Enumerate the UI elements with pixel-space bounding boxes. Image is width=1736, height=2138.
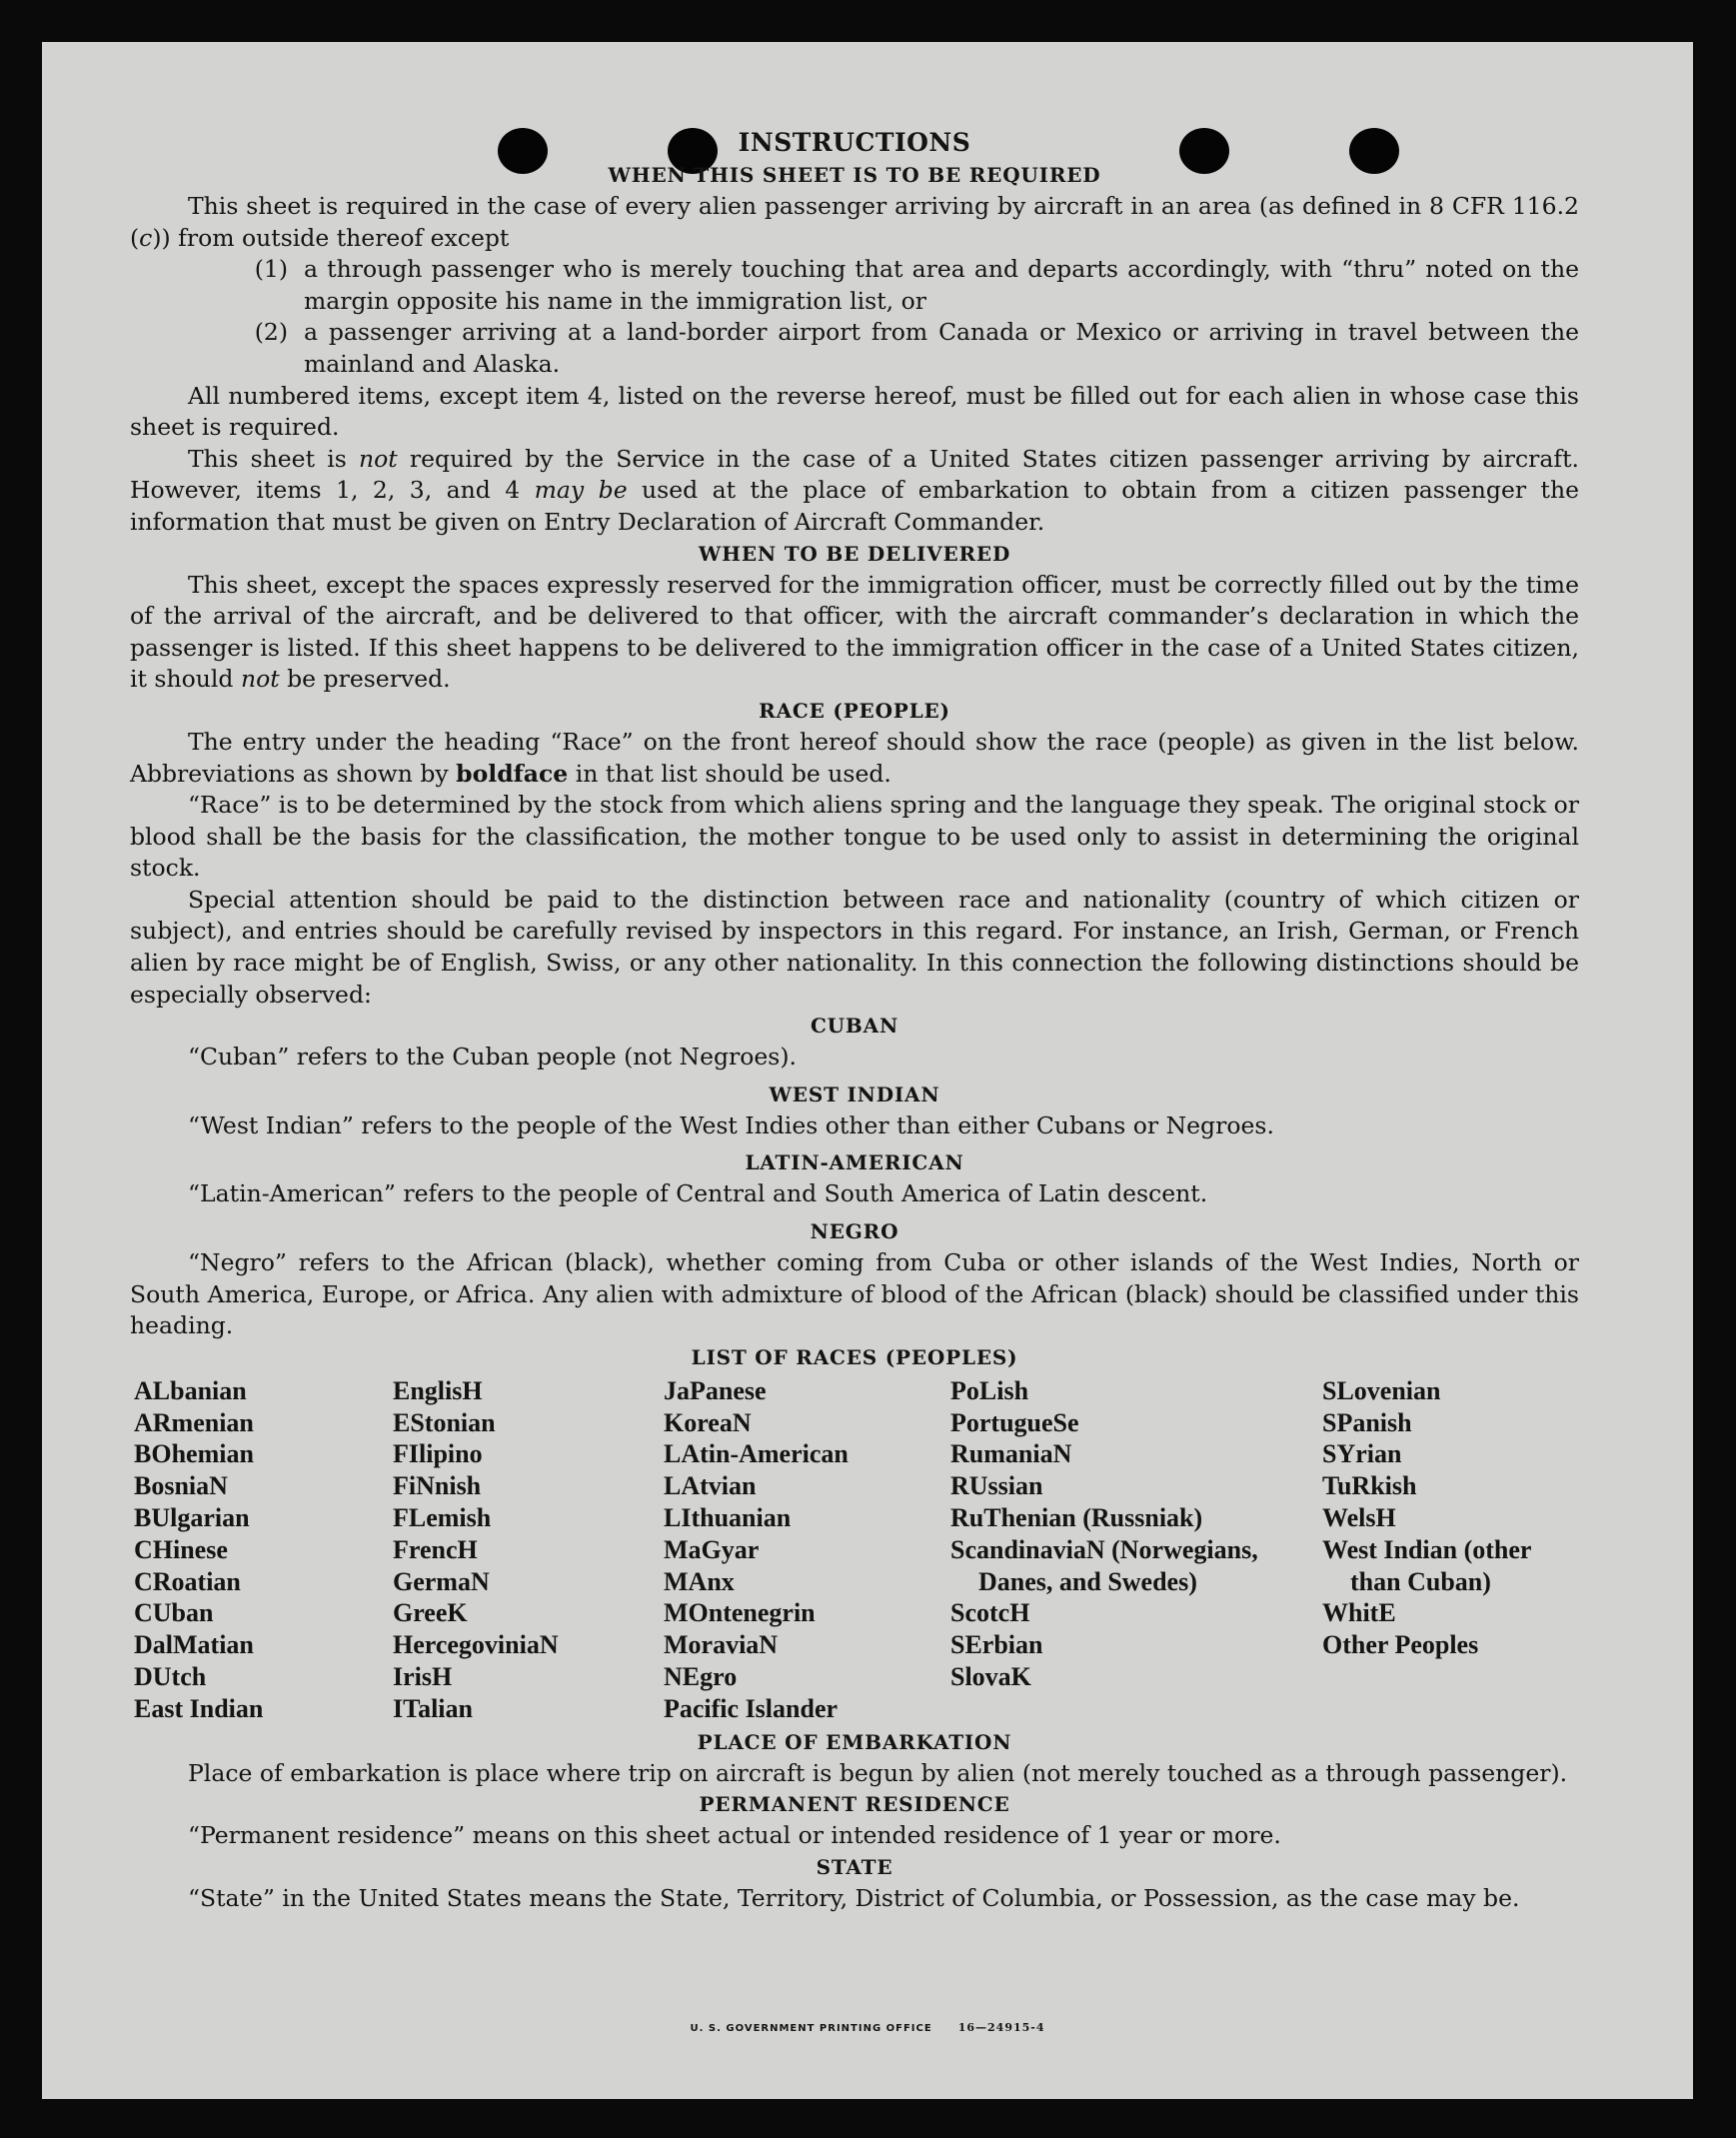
races-list [134,1375,1579,1725]
paragraph: “Cuban” refers to the Cuban people (not Negroes). [188,1043,798,1071]
paragraph: Special attention should be paid to the distinction between race and nationality (country of which citizen or subject), and entries should be carefully revised by inspectors in this regard. For instance, an Irish, German, or French alien by race might be of English, Swiss, or any other nationality. In this connection the following distinctions should be especially observed: [130,885,1579,1009]
races-column [664,1375,950,1725]
text: The entry under the heading “Race” on the front hereof should show the race (people) as given in the list below. Abbreviations as shown by [130,727,1579,788]
race-item: West Indian (other than Cuban) [1322,1534,1531,1596]
list-item [130,254,1579,317]
race-item: CHinese [134,1534,228,1564]
race-item: WhitE [1322,1598,1396,1628]
race-item: ARmenian [134,1407,254,1437]
races-column [393,1375,664,1725]
paragraph: Place of embarkation is place where trip on aircraft is begun by alien (not merely touched as a through passenger). [188,1758,1568,1787]
race-item: MOntenegrin [664,1598,816,1628]
race-item: BosniaN [134,1471,228,1501]
text: This sheet, except the spaces expressly reserved for the immigration officer, must be correctly filled out by the time of the arrival of the aircraft, and be delivered to that officer, with the aircraft commander’s declaration in which the passenger is listed. If this sheet happens to be delivered to the immigration officer in the case of a United States citizen, it should [130,570,1579,694]
race-item: ALbanian [134,1375,247,1405]
paragraph [130,570,1579,696]
paragraph: “Negro” refers to the African (black), whether coming from Cuba or other islands of the West Indies, North or South America, Europe, or Africa. Any alien with admixture of blood of the African (black) should be classified under this heading. [130,1248,1579,1340]
race-item: SLovenian [1322,1375,1441,1405]
paragraph: “State” in the United States means the State, Territory, District of Columbia, or Possession, as the case may be. [188,1883,1520,1912]
race-item: GreeK [393,1598,468,1628]
race-item: LAtin-American [664,1439,849,1469]
race-item: NEgro [664,1661,738,1691]
heading-west-indian: WEST INDIAN [769,1081,940,1106]
races-column [134,1375,393,1725]
printer-imprint [42,2021,1693,2034]
race-item: GermaN [393,1566,490,1596]
printer-name: U. S. GOVERNMENT PRINTING OFFICE [690,2023,932,2034]
race-item: East Indian [134,1693,264,1723]
race-item: SlovaK [950,1661,1031,1691]
heading-list-of-races: LIST OF RACES (PEOPLES) [691,1344,1018,1369]
race-item: KoreaN [664,1407,752,1437]
race-item: Other Peoples [1322,1630,1479,1660]
race-item: ScandinaviaN (Norwegians, Danes, and Swedes) [950,1534,1258,1596]
item-number: (2) [254,318,288,347]
text: may be [534,476,628,505]
race-item: JaPanese [664,1375,767,1405]
paragraph [130,191,1579,254]
race-item: MAnx [664,1566,735,1596]
race-item: FrencH [393,1534,478,1564]
race-item: PoLish [950,1375,1029,1405]
race-item: BOhemian [134,1439,254,1469]
heading-cuban: CUBAN [810,1014,899,1039]
form-code: 16—24915-4 [957,2021,1045,2034]
race-item: ScotcH [950,1598,1030,1628]
text: This sheet is required in the case of every alien passenger arriving by aircraft in an area (as defined in 8 CFR 116.2 ( [130,192,1579,252]
list-item [130,317,1579,380]
race-item: LIthuanian [664,1503,792,1532]
race-item: SYrian [1322,1439,1402,1469]
race-item: MoraviaN [664,1630,779,1660]
paragraph: All numbered items, except item 4, listed on the reverse hereof, must be filled out for each alien in whose case this sheet is required. [130,381,1579,442]
text: This sheet is [188,444,359,473]
text: )) from outside thereof except [152,223,510,252]
race-item: LAtvian [664,1471,757,1501]
heading-latin-american: LATIN-AMERICAN [745,1150,964,1175]
races-column [1322,1375,1583,1725]
instructions-body [130,126,1579,1914]
text: not [358,444,398,473]
race-item: RUssian [950,1471,1043,1501]
race-item: MaGyar [664,1534,760,1564]
race-item: EStonian [393,1407,496,1437]
paragraph: “West Indian” refers to the people of the West Indies other than either Cubans or Negroes. [188,1110,1274,1139]
race-item: SErbian [950,1630,1043,1660]
race-item: CRoatian [134,1566,241,1596]
heading-negro: NEGRO [810,1219,899,1244]
race-item: DUtch [134,1661,207,1691]
text: boldface [456,759,569,788]
text: not [240,665,280,694]
heading-residence: PERMANENT RESIDENCE [699,1792,1010,1817]
heading-when-delivered: WHEN TO BE DELIVERED [698,541,1011,566]
race-item: Pacific Islander [664,1693,839,1723]
race-item: IrisH [393,1661,453,1691]
heading-embarkation: PLACE OF EMBARKATION [697,1729,1012,1754]
document-page [42,42,1693,2099]
race-item: SPanish [1322,1407,1412,1437]
item-number: (1) [254,255,288,284]
item-text: a through passenger who is merely touching that area and departs accordingly, with “thru” noted on the margin opposite his name in the immigration list, or [304,255,1579,315]
heading-state: STATE [816,1854,893,1879]
paragraph [130,444,1579,539]
paragraph [130,727,1579,790]
race-item: FiNnish [393,1471,482,1501]
race-item: EnglisH [393,1375,483,1405]
race-item: RumaniaN [950,1439,1072,1469]
race-item: TuRkish [1322,1471,1417,1501]
text: required by the Service in the case of a United States citizen passenger arriving by aircraft. However, items 1, 2, 3, and 4 [130,444,1579,505]
paragraph: “Race” is to be determined by the stock from which aliens spring and the language they speak. The original stock or blood shall be the basis for the classification, the mother tongue to be used only to assist in determining the original stock. [130,791,1579,883]
race-item: FLemish [393,1503,492,1532]
race-item: FIlipino [393,1439,483,1469]
race-item: DalMatian [134,1630,254,1660]
paragraph: “Latin-American” refers to the people of Central and South America of Latin descent. [188,1179,1208,1208]
race-item: RuThenian (Russniak) [950,1503,1203,1532]
race-item: HercegoviniaN [393,1630,559,1660]
race-item: ITalian [393,1693,473,1723]
page-title: INSTRUCTIONS [738,128,971,157]
race-item: PortugueSe [950,1407,1079,1437]
race-item: BUlgarian [134,1503,250,1532]
text: c [139,223,153,252]
item-text: a passenger arriving at a land-border airport from Canada or Mexico or arriving in travel between the mainland and Alaska. [304,318,1579,378]
heading-when-required: WHEN THIS SHEET IS TO BE REQUIRED [608,163,1101,187]
races-column [950,1375,1322,1725]
paragraph: “Permanent residence” means on this sheet actual or intended residence of 1 year or more. [188,1821,1281,1850]
race-item: CUban [134,1598,214,1628]
heading-race: RACE (PEOPLE) [759,698,950,723]
race-item: WelsH [1322,1503,1396,1532]
text: in that list should be used. [568,759,891,788]
text: be preserved. [279,665,451,694]
text: used at the place of embarkation to obtain from a citizen passenger the information that must be given on Entry Declaration of Aircraft Commander. [130,476,1580,536]
